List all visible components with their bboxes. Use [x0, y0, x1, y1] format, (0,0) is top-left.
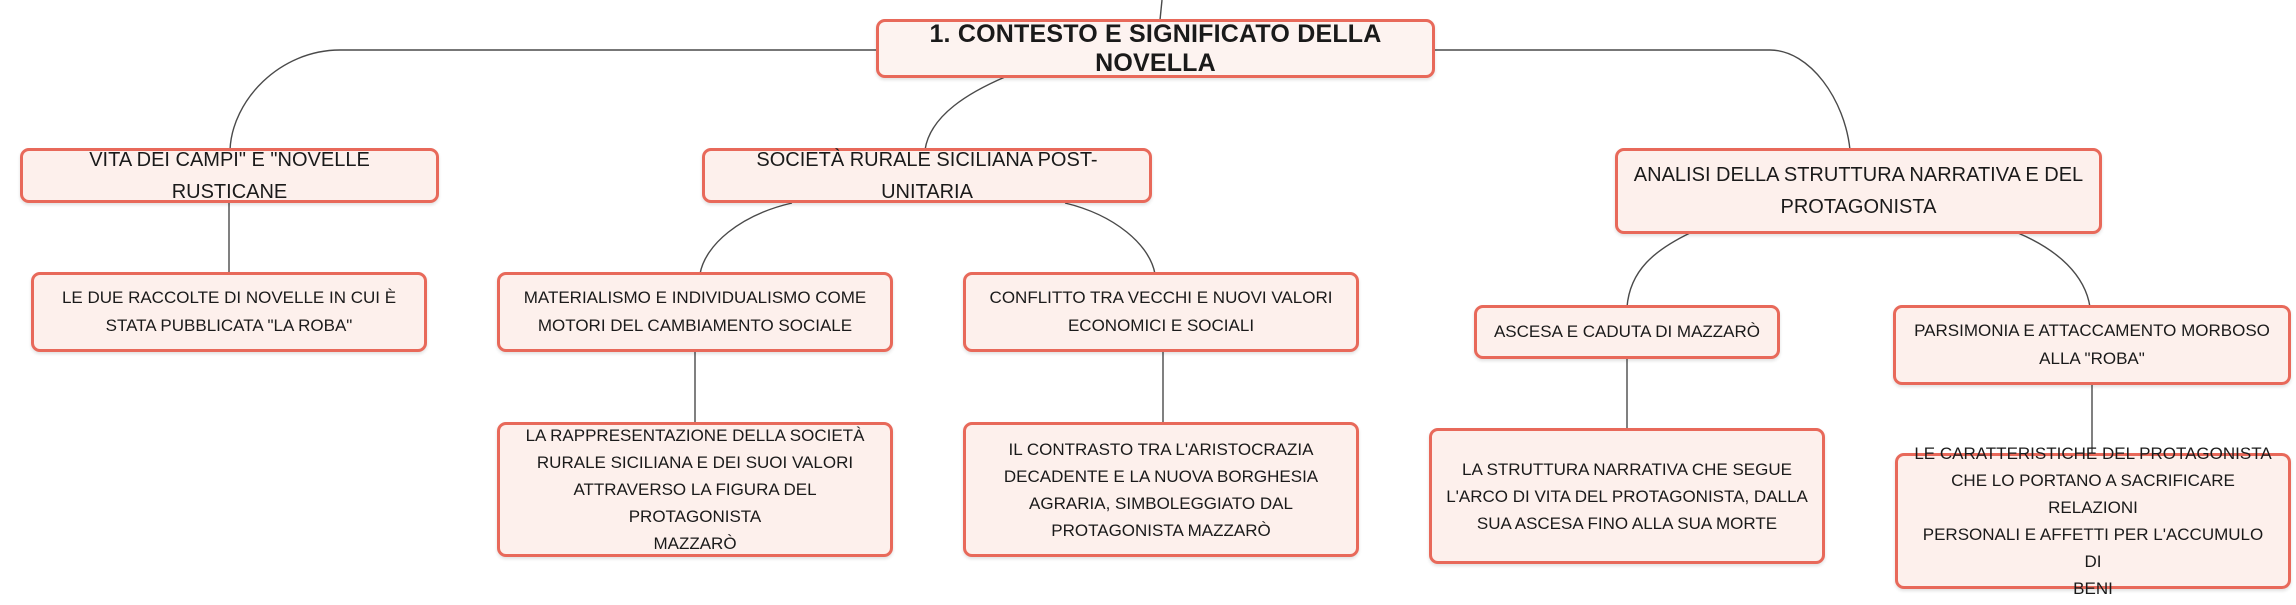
detail-caratteristiche-protagonista[interactable]	[1895, 444, 2291, 598]
connector-branch-3-to-child-1	[1627, 233, 1690, 307]
connector-branch-2-to-child-1	[700, 203, 792, 274]
topic-label: ANALISI DELLA STRUTTURA NARRATIVA E DEL PROTAGONISTA	[1633, 164, 2084, 218]
detail-label: IL CONTRASTO TRA L'ARISTOCRAZIA DECADENTE E LA NUOVA BORGHESIA AGRARIA, SIMBOLEGGIATO DAL PROTAGONISTA MAZZARÒ	[1003, 439, 1319, 540]
connector-root-to-branch-3	[1435, 50, 1850, 150]
connector-root-top	[1160, 0, 1162, 20]
detail-struttura-narrativa[interactable]	[1429, 428, 1825, 564]
detail-contrasto-aristocrazia[interactable]	[963, 422, 1359, 557]
topic-label: SOCIETÀ RURALE SICILIANA POST-UNITARIA	[756, 148, 1098, 203]
subtopic-label: LE DUE RACCOLTE DI NOVELLE IN CUI È STATA PUBBLICATA "LA ROBA"	[61, 288, 397, 335]
subtopic-label: ASCESA E CADUTA DI MAZZARÒ	[1493, 322, 1761, 341]
subtopic-due-raccolte[interactable]	[31, 272, 427, 352]
connector-branch-2-to-child-2	[1065, 203, 1155, 274]
subtopic-label: CONFLITTO TRA VECCHI E NUOVI VALORI ECONOMICI E SOCIALI	[989, 288, 1333, 335]
detail-rappresentazione-societa[interactable]	[497, 422, 893, 557]
subtopic-label: MATERIALISMO E INDIVIDUALISMO COME MOTORI DEL CAMBIAMENTO SOCIALE	[523, 288, 867, 335]
subtopic-parsimonia[interactable]	[1893, 305, 2291, 385]
topic-vita-dei-campi[interactable]	[20, 148, 439, 203]
connector-root-to-branch-2	[925, 77, 1005, 150]
topic-analisi-struttura[interactable]	[1615, 148, 2102, 234]
connector-branch-3-to-child-2	[2018, 233, 2090, 307]
detail-label: LA STRUTTURA NARRATIVA CHE SEGUE L'ARCO DI VITA DEL PROTAGONISTA, DALLA SUA ASCESA FINO ALLA SUA MORTE	[1446, 459, 1808, 533]
subtopic-label: PARSIMONIA E ATTACCAMENTO MORBOSO ALLA "ROBA"	[1914, 321, 2270, 368]
subtopic-ascesa-caduta[interactable]	[1474, 305, 1780, 359]
subtopic-conflitto-valori[interactable]	[963, 272, 1359, 352]
root-topic[interactable]	[876, 19, 1435, 78]
connector-root-to-branch-1	[230, 50, 876, 150]
topic-label: VITA DEI CAMPI" E "NOVELLE RUSTICANE	[89, 148, 370, 203]
detail-label: LA RAPPRESENTAZIONE DELLA SOCIETÀ RURALE SICILIANA E DEI SUOI VALORI ATTRAVERSO LA FIGURA DEL PROTAGONISTA MAZZARÒ	[525, 426, 865, 553]
subtopic-materialismo[interactable]	[497, 272, 893, 352]
topic-societa-rurale[interactable]	[702, 148, 1152, 203]
root-topic-label: 1. CONTESTO E SIGNIFICATO DELLA NOVELLA	[929, 19, 1382, 77]
detail-label: LE CARATTERISTICHE DEL PROTAGONISTA CHE LO PORTANO A SACRIFICARE RELAZIONI PERSONALI E AFFETTI PER L'ACCUMULO DI BENI	[1914, 444, 2272, 598]
